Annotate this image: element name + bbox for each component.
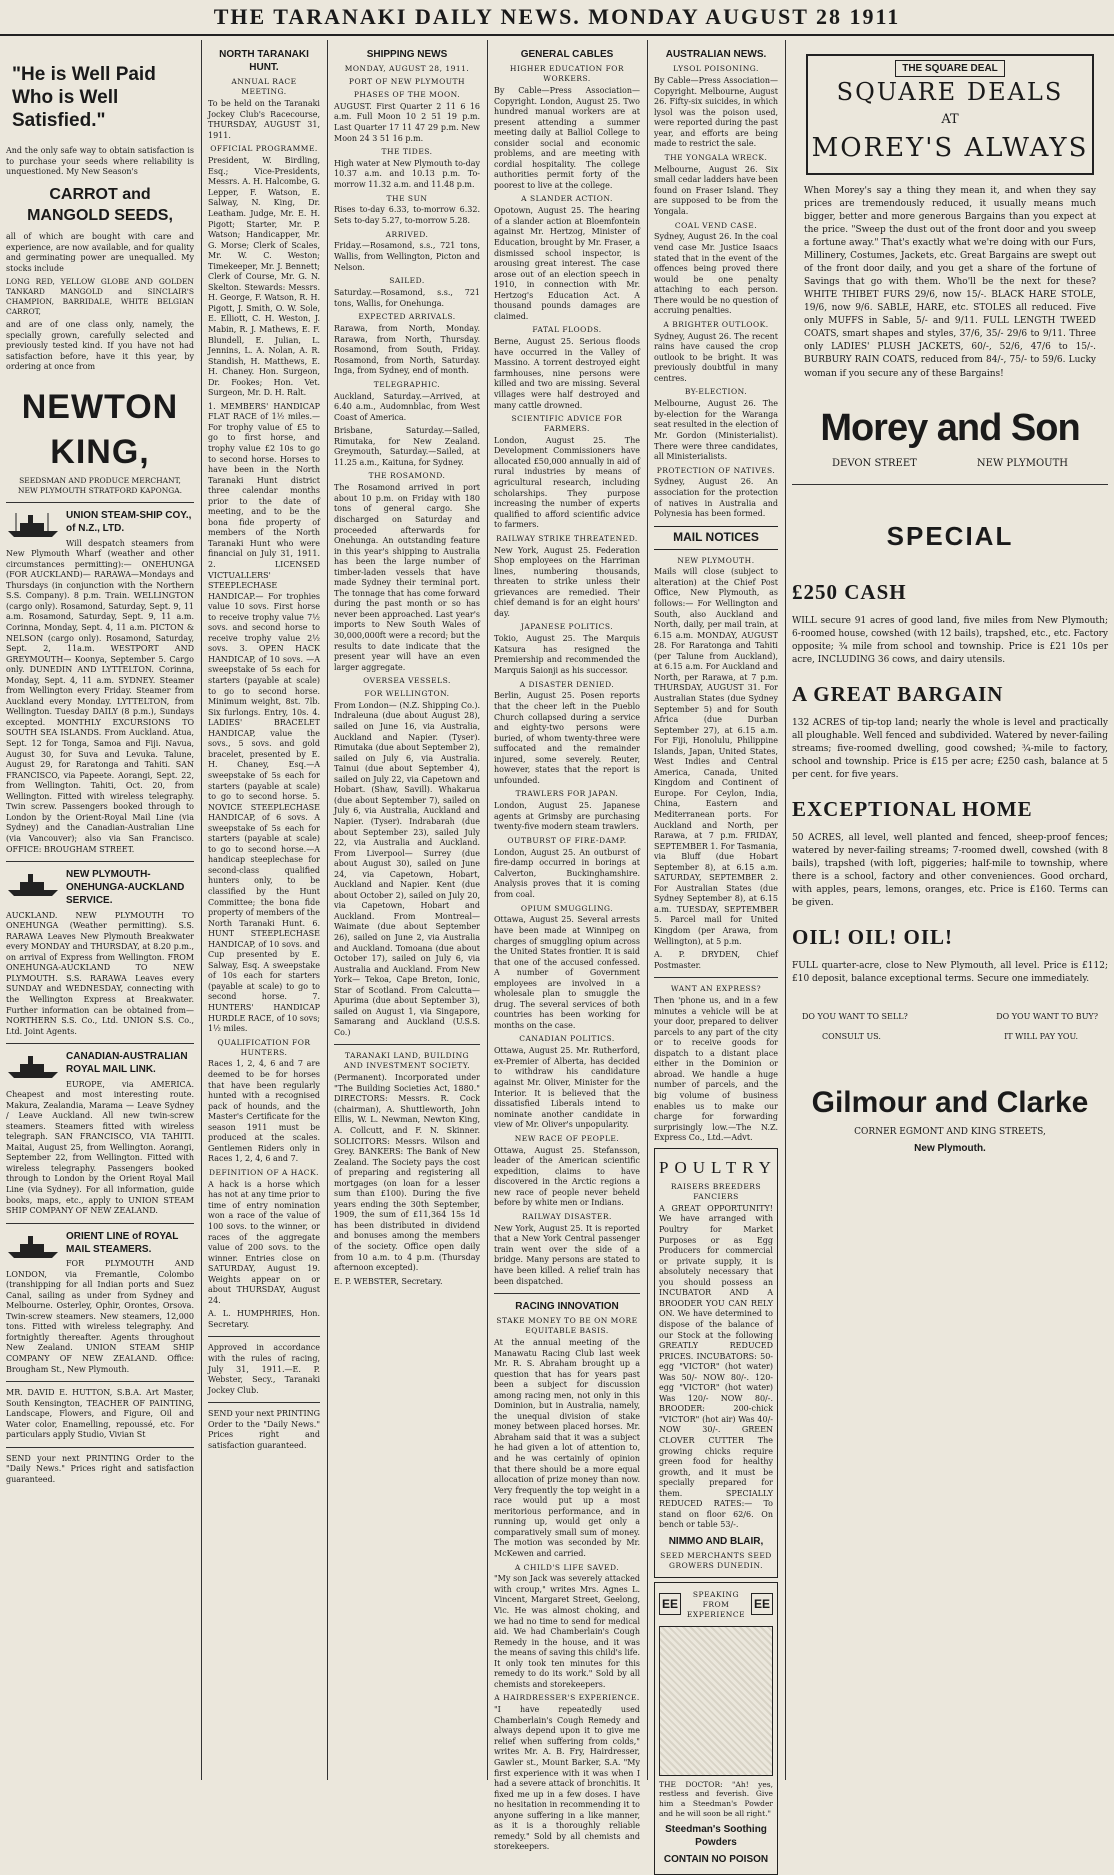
telegraphic-sailed: Brisbane, Saturday.—Sailed, Rimutaka, for New Zealand. Greymouth, Saturday.—Sailed, at 11.25 a.m., Kaituna, for Sydney. bbox=[334, 426, 480, 467]
printing-ad: SEND your next PRINTING Order to the "Daily News." Prices right and satisfaction guaranteed. bbox=[208, 1409, 320, 1450]
hunt-sign: A. L. HUMPHRIES, Hon. Secretary. bbox=[208, 1309, 320, 1329]
hunt-intro: To be held on the Taranaki Jockey Club's Racecourse, THURSDAY, AUGUST 31, 1911. bbox=[208, 99, 320, 140]
news-text: Melbourne, August 26. Six small cedar ladders have been found on Fraser Island. They are supposed to be from the Yongala. bbox=[654, 164, 778, 216]
news-heading: A BRIGHTER OUTLOOK. bbox=[663, 319, 769, 329]
hairdresser-heading: A HAIRDRESSER'S EXPERIENCE. bbox=[494, 1693, 640, 1703]
cable-text: Tokio, August 25. The Marquis Katsura has resigned the Premiership and recommended the Marquis Saionji as his successor. bbox=[494, 634, 640, 676]
hunt-sub: ANNUAL RACE MEETING. bbox=[231, 77, 297, 97]
society-heading: TARANAKI LAND, BUILDING AND INVESTMENT SOCIETY. bbox=[343, 1051, 471, 1071]
cable-text: Ottawa, August 25. Several arrests have been made at Winnipeg on charges of smuggling opium across the United States frontier. It is said that one of the accused confessed. A number of Government employees are involved in a wholesale plan to smuggle the drug. The several services of both countries has been working for months on the case. bbox=[494, 915, 640, 1030]
hack-text: A hack is a horse which has not at any time prior to time of entry nomination won a race of the value of 100 sovs. to the winner, or races of the aggregate value of 200 sovs. to the winner. Entries close on SATURDAY, August 19. Weights appear on or about THURSDAY, August 24. bbox=[208, 1179, 320, 1305]
consult-row bbox=[792, 1032, 1108, 1043]
qualification-heading: QUALIFICATION FOR HUNTERS. bbox=[217, 1037, 311, 1057]
express-text: Then 'phone us, and in a few minutes a vehicle will be at your door, prepared to deliver parcels to any part of the city or to receive goods for dispatch to a distant place either in the Dominion or abroad. We handle a huge number of parcels, and the big volume of business enables us to make our charge for forwarding surprisingly low.—The N.Z. Express Co., Ltd.—Advt. bbox=[654, 996, 778, 1143]
news-heading: PROTECTION OF NATIVES. bbox=[656, 465, 776, 475]
mail-text: Mails will close (subject to alteration) at the Chief Post Office, New Plymouth, as follows:— For Wellington and South, also Auckland and North, daily, per mail train, at 6.15 a.m. MONDAY, AUGUST 28. For Raratonga and Tahiti (per Talune from Auckland), at 6.15 a.m. For Auckland and North, per Rarawa, at 7 p.m. THURSDAY, AUGUST 31. For Australian States (due Sydney September 5) and for South Africa (due Durban September 27), at 6.15 a.m. For Fiji, Honolulu, Philippine Islands, Japan, United States, West Indies and Central America, Canada, United Kingdom and Continent of Europe. For Ceylon, India, China, Eastern and Mediterranean ports. For Auckland and North, per Rarawa, at 7 p.m. FRIDAY, SEPTEMBER 1. For Tasmania, via Bluff (due Hobart September 8), at 6.15 a.m. SATURDAY, SEPTEMBER 2. For Australian States (due Sydney September 8), at 6.15 a.m. TUESDAY, SEPTEMBER 5. Parcel mail for United Kingdom (per Arawa, from Wellington), at 5 p.m. bbox=[654, 567, 778, 946]
hairdresser-text: "I have repeatedly used Chamberlain's Cough Remedy and always depend upon it to give me relief when suffering from colds," writes Mr. A. B. Fry, Hairdresser, Gawler st., Mount Barker, S.A. "My first experience with it was when I had a severe attack of bronchitis. It fixed me up in a few doses. I have no hesitation in recommending it to anyone suffering in a like manner, as it is a thoroughly reliable remedy." Sold by all chemists and storekeepers. bbox=[494, 1705, 640, 1852]
cable-heading: A SLANDER ACTION. bbox=[521, 194, 613, 204]
racing-sub: STAKE MONEY TO BE ON MORE EQUITABLE BASIS. bbox=[496, 1316, 638, 1336]
buy-text: DO YOU WANT TO BUY? bbox=[996, 1011, 1098, 1021]
news-text: Sydney, August 26. In the coal vend case Mr. Justice Isaacs stated that in the event of the offences being proved there would be one penalty attaching to each person. There would be no question of accruing penalties. bbox=[654, 232, 778, 316]
cable-text: Ottawa, August 25. Mr. Rutherford, ex-Premier of Alberta, has decided to withdraw his candidature against Mr. Oliver, Minister for the Interior. It is believed that the dissatisfied Liberals intend to nominate another candidate in view of Mr. Oliver's unpopularity. bbox=[494, 1046, 640, 1130]
seed-ad-intro: And the only safe way to obtain satisfaction is to purchase your seeds where reliability is unquestioned. My New Season's bbox=[6, 146, 194, 177]
cable-text: Opotown, August 25. The hearing of a slander action at Bloemfontein against Mr. Hertzog, Minister of Education, brought by Mr. Fraser, a dismissed school inspector, is arousing great interest. The case arose out of an election speech in 1910, in connection with Mr. Hertzog's Education Act. A thousand pounds damages are claimed. bbox=[494, 206, 640, 321]
steamship-icon bbox=[6, 870, 60, 898]
sun-text: Rises to-day 6.33, to-morrow 6.32. Sets to-day 5.27, to-morrow 5.28. bbox=[334, 205, 480, 226]
seed-ad-text: all of which are bought with care and experience, are now available, and for quality and germinating power are unequalled. My stocks include bbox=[6, 232, 194, 273]
column-5 bbox=[648, 40, 784, 1866]
cable-heading: OUTBURST OF FIRE-DAMP. bbox=[507, 835, 627, 845]
cable-heading: FATAL FLOODS. bbox=[532, 325, 602, 335]
morey-and-son: Morey and Son bbox=[820, 406, 1080, 449]
nimmo-title: NIMMO AND BLAIR, bbox=[668, 1535, 764, 1547]
arrived-text: Friday.—Rosamond, s.s., 721 tons, Wallis, from Wellington, Picton and Nelson. bbox=[334, 241, 480, 272]
orient-title: ORIENT LINE of ROYAL MAIL STEAMERS. bbox=[66, 1230, 179, 1255]
hunt-approved: Approved in accordance with the rules of racing, July 31, 1911.—E. P. Webster, Secy., Taranaki Jockey Club. bbox=[208, 1343, 320, 1395]
column-1 bbox=[0, 40, 200, 1780]
steamship-icon bbox=[6, 1052, 60, 1080]
news-heading: LYSOL POISONING. bbox=[673, 64, 759, 74]
newton-king-title: NEWTON KING, bbox=[21, 387, 179, 471]
cable-heading: OPIUM SMUGGLING. bbox=[520, 903, 614, 913]
cable-heading: JAPANESE POLITICS. bbox=[520, 622, 614, 632]
seed-ad-headline: "He is Well Paid Who is Well Satisfied." bbox=[12, 64, 156, 131]
cable-heading: CANADIAN POLITICS. bbox=[519, 1034, 615, 1044]
racing-heading: RACING INNOVATION bbox=[515, 1301, 619, 1313]
cable-text: London, August 25. The Development Commissioners have allocated £50,000 annually in aid of rural industries by means of agricultural research, including scholarships. They purpose increasing the number of experts qualified to afford scientific advice to farmers. bbox=[494, 435, 640, 530]
gilmour-clarke: Gilmour and Clarke bbox=[811, 1085, 1089, 1119]
shipping-port: PORT OF NEW PLYMOUTH bbox=[348, 77, 466, 87]
sell-text: DO YOU WANT TO SELL? bbox=[802, 1011, 908, 1021]
tides-text: High water at New Plymouth to-day 10.37 a.m. and 10.13 p.m. To-morrow 11.32 a.m. and 11.48 p.m. bbox=[334, 158, 481, 190]
divider bbox=[6, 1223, 194, 1224]
news-heading: COAL VEND CASE. bbox=[674, 220, 758, 230]
pay-text: IT WILL PAY YOU. bbox=[1004, 1032, 1078, 1042]
australian-header: AUSTRALIAN NEWS. bbox=[665, 49, 767, 60]
cable-text: New York, August 25. Federation Shop employees on the Harriman lines, numbering thousands, threaten to strike unless their grievances are remedied. Their chief demand is for an eight hours' day. bbox=[494, 545, 640, 618]
telegraphic-arrived: Auckland, Saturday.—Arrived, at 6.40 a.m., Audomnblac, from West Coast of America. bbox=[334, 391, 480, 422]
square-deals-heading: SQUARE DEALS bbox=[836, 78, 1064, 107]
poultry-title: POULTRY bbox=[659, 1157, 777, 1177]
orient-text: FOR PLYMOUTH AND LONDON, via Fremantle, Colombo (transhipping for all Indian ports and Suez Canal, sailing as under from Sydney and Melbourne. Osterley, Ophir, Orontes, Orsova. Twin-screw steamers. New steamers, 12,000 tons. Fitted with wireless telegraphy. And fortnightly thereafter. Agents throughout New Zealand. UNION STEAM SHIP COMPANY OF NEW ZEALAND. Office: Brougham St., New Plymouth. bbox=[6, 1259, 194, 1374]
hunt-header: NORTH TARANAKI HUNT. bbox=[219, 49, 309, 74]
oil-heading: OIL! OIL! OIL! bbox=[792, 925, 954, 950]
shipping-date: MONDAY, AUGUST 28, 1911. bbox=[344, 64, 470, 74]
ee-logo: EE bbox=[751, 1593, 773, 1615]
steamship-icon bbox=[6, 1232, 60, 1260]
home-text: 50 ACRES, all level, well planted and fenced, sheep-proof fences; watered by never-failing streams; 7-roomed dwell, cowshed (with 8 bails), trapshed (with loft, piggeries; half-mile to township, where there is a school, factory and other conveniences. Good orchard, with apples, pears, lemons, oranges, etc. Price is £160. Terms can be given. bbox=[792, 832, 1108, 909]
nimmo-sub: SEED MERCHANTS SEED GROWERS DUNEDIN. bbox=[660, 1551, 772, 1570]
square-deal-ad bbox=[806, 54, 1094, 175]
mail-notices-heading: MAIL NOTICES bbox=[654, 526, 778, 550]
cable-text: By Cable—Press Association—Copyright. London, August 25. Two hundred manual workers are at present attending a summer meeting daily at Balliol College to consider social and economic problems, and are meeting with cordial hospitality. The college authorities permit forty of the poorest to live at the college. bbox=[494, 85, 640, 190]
oversea-text: From London— (N.Z. Shipping Co.). Indraleuna (due about August 28), sailed on June 16, via Australia, Auckland and Napier. (Tyser). Rimutaka (due about September 2), sailed on July 6, via Australia. Tainui (due about September 4), sailed on July 22, via Capetown and Hobart. (Shaw, Savill). Whakarua (due about September 7), sailed on July 6, via Australia, Auckland and Napier. (Tyser). Indrabarah (due about September 23), sailed July 22, via Australia and Auckland. From Liverpool— Surrey (due about August 30), sailed on June 24, via Capetown, Hobart, Auckland and Napier. Kent (due about October 2), sailed on July 20, via Capetown, Hobart and Auckland. From Montreal— Waimate (due about September 26), sailed on June 2, via Australia and Auckland. Tomoana (due about October 17), sailed on July 6, via Australia and Auckland. From New York— Tekoa, Cape Breton, Ionic, Star of Scotland. From Calcutta— Apurima (due about September 3), sailed on August 1, via Singapore, Samarang and Auckland (U.S.S. Co.) bbox=[334, 700, 480, 1037]
doctor-illustration bbox=[659, 1626, 773, 1776]
divider bbox=[6, 861, 194, 862]
home-heading: EXCEPTIONAL HOME bbox=[792, 797, 1033, 822]
consult-text: CONSULT US. bbox=[822, 1032, 881, 1042]
oil-text: FULL quarter-acre, close to New Plymouth, all level. Price is £112; £10 deposit, balance exceptional terms. Secure one immediately. bbox=[792, 960, 1108, 984]
newton-king-places: NEW PLYMOUTH STRATFORD KAPONGA. bbox=[17, 486, 183, 496]
divider bbox=[494, 1293, 640, 1294]
special-heading: SPECIAL bbox=[886, 520, 1014, 551]
steedman-ad bbox=[654, 1582, 778, 1875]
society-text: (Permanent). Incorporated under "The Building Societies Act, 1880." DIRECTORS: Messrs. R. Cock (chairman), A. Shuttleworth, John Ellis, W. L. Newman, Newton King, A. Collcutt, and F. N. Skinner. SOLICITORS: Messrs. Wilson and Grey. BANKERS: The Bank of New Zealand. The Society pays the cost of preparing and registering all mortgages (on loan for a lesser sum than £100). During the five years ending the 30th September, 1909, the sum of £11,364 15s 1d has been distributed in dividend and bonuses among the members of the society. Office open daily from 10 a.m. to 4 p.m. (Thursday afternoon excepted). bbox=[334, 1073, 480, 1273]
poultry-sub: RAISERS BREEDERS FANCIERS bbox=[670, 1182, 762, 1202]
divider bbox=[208, 1336, 320, 1337]
printing-ad: SEND your next PRINTING Order to the "Daily News." Prices right and satisfaction guaranteed. bbox=[6, 1453, 194, 1484]
express-heading: WANT AN EXPRESS? bbox=[670, 984, 762, 994]
rosamond-text: The Rosamond arrived in port about 10 p.m. on Friday with 180 tons of general cargo. She discharged on Saturday and proceeded afterwards for Onehunga. An outstanding feature in this year's shipping to Australia has been the large number of timber-laden vessels that have made Sydney their terminal port. The tonnage that has come forward during the past month or so has never been approached. Last year's imports to New South Wales of 30,000,000ft were a record; but the results to date indicate that the present year will have an even larger aggregate. bbox=[334, 483, 480, 672]
bargain-text: 132 ACRES of tip-top land; nearly the whole is level and practically all ploughable. Well fenced and subdivided. Watered by never-failing streams; five-roomed dwelling, good cowshed; ¾-mile to factory, school and township. Price is £15 per acre; £250 cash, balance at 5 per cent. for five years. bbox=[792, 717, 1108, 781]
oversea-sub: FOR WELLINGTON. bbox=[364, 689, 450, 699]
hack-heading: DEFINITION OF A HACK. bbox=[209, 1167, 319, 1177]
nps-text: AUCKLAND. NEW PLYMOUTH TO ONEHUNGA (Weather permitting). S.S. RARAWA Leaves New Plymouth Breakwater every MONDAY and THURSDAY, at 8.20 p.m., on arrival of Express from Wellington. FROM ONEHUNGA-AUCKLAND TO NEW PLYMOUTH. S.S. RARAWA Leaves every SUNDAY and WEDNESDAY, connecting with the Wellington Express at Breakwater. Further information can be obtained from— NORTHERN S.S. Co., Ltd. UNION S.S. Co., Ltd. Joint Agents. bbox=[6, 910, 194, 1036]
usco-title: UNION STEAM-SHIP COY., of N.Z., LTD. bbox=[66, 510, 192, 535]
column-4 bbox=[488, 40, 646, 1852]
steedman-top: SPEAKING FROM EXPERIENCE bbox=[686, 1589, 746, 1619]
steedman-brand: Steedman's Soothing Powders bbox=[665, 1824, 767, 1849]
divider bbox=[654, 977, 778, 978]
column-6 bbox=[786, 40, 1114, 1780]
morey-address bbox=[792, 457, 1108, 470]
bargain-heading: A GREAT BARGAIN bbox=[792, 682, 1004, 707]
news-text: Sydney, August 26. An association for the protection of natives in Australia and Polynesia has been formed. bbox=[654, 477, 778, 519]
moon-heading: PHASES OF THE MOON. bbox=[353, 89, 461, 99]
news-text: Sydney, August 26. The recent rains have caused the crop outlook to be bright. It was previously doubtful in many centres. bbox=[654, 331, 778, 383]
qualification-text: Races 1, 2, 4, 6 and 7 are deemed to be for horses that have been regularly hunted with a recognised pack of hounds, and the Master's Certificate for the season 1911 must be produced at the scales. Gentlemen Riders only in Races 1, 2, 4, 6 and 7. bbox=[208, 1059, 320, 1164]
cable-heading: TRAWLERS FOR JAPAN. bbox=[515, 789, 619, 799]
moon-table: AUGUST. First Quarter 2 11 6 16 a.m. Full Moon 10 2 51 19 p.m. Last Quarter 17 11 47 29 p.m. New Moon 24 3 51 16 p.m. bbox=[334, 101, 480, 143]
news-heading: BY-ELECTION. bbox=[684, 387, 748, 397]
sell-buy-row bbox=[792, 1012, 1108, 1023]
steamship-icon bbox=[6, 511, 60, 539]
tides-heading: THE TIDES. bbox=[381, 147, 433, 157]
ee-logo: EE bbox=[659, 1593, 681, 1615]
morey-text: When Morey's say a thing they mean it, and when they say prices are tremendously reduced, it usually means much bigger, better and more generous Bargains than you expect at the price. "Sweep the dust out of the front door and you sweep a fortune away." That's exactly what we're doing with our Furs, Millinery, Costumes, Jackets, etc. Great Bargains are swept out of the front door daily, and you get a share of the fortune of Savings that go with them. Who'll be the next for these? WHITE THIBET FURS 29/6, now 15/-. BLACK HARE STOLE, 19/6, now 9/6. SABLE, HARE, etc. STOLES all reduced. Five only MUFFS in Sable, 5/- and 9/11. FULL LENGTH TWEED COATS, smart shapes and styles, 37/6, 35/- 29/6 to 9/11. Three only LADIES' PLUSH JACKETS, 60/-, 52/6, 47/6 to 15/-. BURBURY RAIN COATS, reduced from 84/-, 75/- to 59/6. Lucky woman if you secure any of these Bargains! bbox=[804, 185, 1096, 379]
cable-heading: SCIENTIFIC ADVICE FOR FARMERS. bbox=[511, 414, 623, 433]
divider bbox=[6, 502, 194, 503]
nps-title: NEW PLYMOUTH-ONEHUNGA-AUCKLAND SERVICE. bbox=[66, 869, 185, 907]
cable-text: New York, August 25. It is reported that a New York Central passenger train went over the side of a bridge. Many persons are stated to have been killed. A relief train has been dispatched. bbox=[494, 1223, 640, 1286]
canadian-title: CANADIAN-AUSTRALIAN ROYAL MAIL LINK. bbox=[66, 1051, 188, 1076]
news-text: Melbourne, August 26. The by-election for the Waranga seat resulted in the election of Mr. Gordon (Ministerialist). There were three candidates, all Ministerialists. bbox=[654, 399, 778, 462]
news-heading: THE YONGALA WRECK. bbox=[664, 152, 768, 162]
cable-heading: A DISASTER DENIED. bbox=[519, 679, 615, 689]
cable-heading: RAILWAY DISASTER. bbox=[522, 1211, 612, 1221]
arrived-heading: ARRIVED. bbox=[385, 229, 429, 239]
expected-text: Rarawa, from North, Monday. Rarawa, from North, Thursday. Rosamond, from South, Friday. Rosamond, from North, Saturday. Inga, from Sydney, end of month. bbox=[334, 323, 480, 376]
cough-text: "My son Jack was severely attacked with croup," writes Mrs. Agnes L. Vincent, Margaret Street, Geelong, Vic. He was almost choking, and we had no time to send for medical aid. We had Chamberlain's Cough Remedy in the house, and it was the means of saving this child's life. It only took ten minutes for this remedy to do its work." Sold by all chemists and storekeepers. bbox=[494, 1574, 640, 1689]
cable-heading: NEW RACE OF PEOPLE. bbox=[514, 1133, 620, 1143]
cable-text: Ottawa, August 25. Stefansson, leader of the American scientific expedition, claims to have discovered in the Arctic regions a new race of people never beheld before by white men or Indians. bbox=[494, 1145, 640, 1208]
square-at: AT bbox=[941, 112, 959, 128]
poultry-text: A GREAT OPPORTUNITY! We have arranged with Poultry for Market Purposes or as Egg Producers for commercial or private supply, it is absolutely necessary that you should possess an INCUBATOR AND A BROODER YOU CAN RELY ON. We have determined to dispose of the balance of our Stock at the following GREATLY REDUCED PRICES. INCUBATORS: 50-egg "VICTOR" (hot water) Was 50/- NOW 80/-. 120-egg "VICTOR" (hot water) Was 120/- NOW 80/-. BROODER: 200-chick "VICTOR" (hot air) Was 40/- NOW 30/-. GREEN CLOVER CUTTER The growing chicks require green food for healthy growth, and it must be specially prepared for them. SPECIALLY REDUCED RATES:— To stand on floor 62/6. On bench or table 53/-. bbox=[659, 1203, 773, 1530]
sun-heading: THE SUN bbox=[386, 193, 428, 203]
sailed-heading: SAILED. bbox=[389, 276, 425, 286]
moreys-always: MOREY'S ALWAYS bbox=[811, 133, 1089, 164]
hunt-programme: OFFICIAL PROGRAMME. bbox=[210, 144, 318, 154]
expected-heading: EXPECTED ARRIVALS. bbox=[358, 312, 456, 322]
cash-text: WILL secure 91 acres of good land, five miles from New Plymouth; 6-roomed house, cowshed (with 12 bails), trapshed, etc., etc. Factory opposite; ¾ mile from school and township. Price is £21 10s per acre, INCLUDING 36 cows, and dairy utensils. bbox=[792, 615, 1109, 666]
usco-text: Will despatch steamers from New Plymouth Wharf (weather and other circumstances permitting):— ONEHUNGA (FOR AUCKLAND)— RARAWA—Mondays and Thursdays (in conjunction with the Northern S.S. Company). 8 p.m. Train. WELLINGTON (cargo only). Rosamond, Saturday, Sept. 9, 11 a.m. Rosamond, Saturday, Sept. 9, 11 a.m. Corinna, Monday, Sept. 4, 11 a.m. PICTON & NELSON (cargo only). Rosamond, Saturday, Sept. 2, 11a.m. WESTPORT AND GREYMOUTH— Koonya, September 5. Cargo only. DUNEDIN AND LYTTELTON. Corinna, Monday, Sept. 4, 11 a.m. SYDNEY. Steamer from Wellington every Friday. Steamer from Auckland every Monday. LYTTELTON, from Wellington. Tuesday DAILY (8 p.m.), Sundays excepted. MONTHLY EXCURSIONS TO SOUTH SEA ISLANDS. From Auckland. Atua, Sept. 12 for Tonga, Samoa and Fiji. Navua, August 30, for Suva and Levuka. Talune, August 29, for Raratonga and Tahiti. SAN FRANCISCO, via Papeete. Aorangi, Sept. 22, from Wellington. Tahiti, Oct. 20, from Wellington. Fitted with wireless telegraphy. Twin screw. Passengers booked through to London by the Orient-Royal Mail Line (via Sydney) and the Canadian-Australian Line (via Vancouver); also via San Francisco. OFFICE: BROUGHAM STREET. bbox=[6, 538, 194, 854]
racing-text: At the annual meeting of the Manawatu Racing Club last week Mr. R. S. Abraham brought up a question that has for years past been a subject for discussion among racing men, not only in this Dominion, but in Australia, namely, the unequal division of stake money between placed horses. Mr. Abraham said that it was a subject he had given a lot of attention to, and he was certainly of opinion that there should be a more equal allocation of prize money than now. Very frequently the top weight in a race would put up a most meritorious performance, and in running up, would get only a comparatively small sum of money. The motion was seconded by Mr. McKewen and carried. bbox=[494, 1338, 640, 1558]
divider bbox=[792, 484, 1108, 485]
masthead: THE TARANAKI DAILY NEWS. MONDAY AUGUST 28 1911 bbox=[0, 0, 1114, 36]
divider bbox=[6, 1043, 194, 1044]
steedman-text: THE DOCTOR: "Ah! yes, restless and feverish. Give him a Steedman's Powder and he will soon be all right." bbox=[659, 1779, 773, 1819]
telegraphic-heading: TELEGRAPHIC. bbox=[373, 379, 441, 389]
canadian-text: EUROPE, via AMERICA. Cheapest and most interesting route. Makura, Zealandia, Marama — Leave Sydney / Leave Auckland. All new twin-screw steamers. Steamers fitted with wireless telegraph. SAN FRANCISCO, VIA TAHITI. Maitai, August 25, from Wellington. Aorangi, September 22, from Wellington. Fitted with wireless telegraphy. Passengers booked through to London by the Orient Royal Mail Line (via Sydney). For all information, guide books, maps, etc., apply to UNION STEAM SHIP COMPANY OF NEW ZEALAND. bbox=[6, 1079, 194, 1216]
divider bbox=[334, 1044, 480, 1045]
newton-king-sub: SEEDSMAN AND PRODUCE MERCHANT, bbox=[19, 476, 181, 486]
cough-heading: A CHILD'S LIFE SAVED. bbox=[514, 1562, 620, 1572]
seed-ad-text-2: and are of one class only, namely, the specially grown, carefully selected and previously tested kind. If you have not had satisfaction before, have it this year, by ordering at once from bbox=[6, 320, 194, 372]
cable-text: London, August 25. Japanese agents at Grimsby are purchasing twenty-five modern steam trawlers. bbox=[494, 801, 640, 832]
poultry-ad bbox=[654, 1148, 778, 1578]
hunt-officials: President, W. Birdling, Esq.; Vice-Presidents, Messrs. A. H. Halcombe, G. Lepper, F. Watson, E. Salway, N. King, Dr. Leatham. Judge, Mr. E. H. Pigott; Starter, Mr. P. Watson; Handicapper, Mr. G. Morse; Clerk of Scales, Mr. W. C. Weston; Timekeeper, Mr. J. Bennett; Clerk of Course, Mr. G. N. Skelton. Stewards: Messrs. H. George, F. Watson, R. H. Pigott, J. Smith, O. W. Sole, E. Elliott, C. H. Weston, J. Mabin, R. J. Mathews, E. F. Blundell, E. Julian, L. Jennins, L. A. Nolan, A. R. Standish, H. Matthews, E. H. Chaney. Hon. Surgeon, Dr. Fookes; Hon. Vet. Surgeon, Mr. D. H. Ralt. bbox=[208, 156, 320, 398]
seed-ad-title: CARROT and MANGOLD SEEDS, bbox=[27, 186, 173, 225]
rosamond-heading: THE ROSAMOND. bbox=[368, 471, 446, 481]
cables-header: GENERAL CABLES bbox=[520, 49, 614, 60]
shipping-header: SHIPPING NEWS bbox=[366, 49, 448, 60]
divider bbox=[6, 1447, 194, 1448]
cable-heading: RAILWAY STRIKE THREATENED. bbox=[496, 533, 638, 543]
square-deal-label: THE SQUARE DEAL bbox=[895, 60, 1005, 77]
hutton-ad: MR. DAVID E. HUTTON, S.B.A. Art Master, South Kensington, TEACHER OF PAINTING, Landscape, Flowers, and Figure, Oil and Water color, Enamelling, repoussé, etc. For particulars apply Studio, Vivian St bbox=[6, 1388, 194, 1440]
hunt-races: 1. MEMBERS' HANDICAP FLAT RACE of 1½ miles.— For trophy value of £5 to go to first horse, and trophy value £2 10s to go to second horse. Horses to have been in the North Taranaki Hunt district three calendar months prior to the date of meeting, and to be the bona fide property of members of the North Taranaki Hunt who were financial on July 31, 1911. 2. LICENSED VICTUALLERS' STEEPLECHASE HANDICAP.— For trophies value 10 sovs. First horse to receive trophy value 7½ sovs. and second horse to receive trophy value 2½ sovs. 3. OPEN HACK HANDICAP, of 10 sovs. —A sweepstake of 5s each for starters (payable at scale) to go to second horse. Minimum weight, 8st. 7lb. Six furlongs. Entry, 10s. 4. LADIES' BRACELET HANDICAP, value the sovs., 5 sovs. and gold bracelet, presented by E. H. Chaney, Esq.—A sweepstake of 5s each for starters (payable at scale) to go to second horse. 5. NOVICE STEEPLECHASE HANDICAP, of 6 sovs. A sweepstake of 5s each for starters (payable at scale) to go to second horse.—A handicap steeplechase for second-class qualified hunters only, to be classified by the Hunt Committee; the bona fide property of members of the North Taranaki Hunt. 6. HUNT STEEPLECHASE HANDICAP, of 10 sovs. and Cup presented by E. Salway, Esq. A sweepstake of 10s each for starters (payable at scale) to go to second horse. 7. HUNTERS' HANDICAP HURDLE RACE, of 10 sovs; 1½ miles. bbox=[208, 401, 320, 1034]
seed-list: LONG RED, YELLOW GLOBE AND GOLDEN TANKARD MANGOLD and SINCLAIR'S CHAMPION, BARRIDALE, WHITE BELGIAN CARROT, bbox=[6, 277, 194, 317]
cable-text: London, August 25. An outburst of fire-damp occurred in borings at Calverton, Buckinghamshire. Analysis proves that it is coming from coal. bbox=[494, 847, 640, 899]
column-2 bbox=[202, 40, 326, 1780]
cable-text: Berne, August 25. Serious floods have occurred in the Valley of Massino. A torrent destroyed eight farmhouses, nine persons were killed and two are missing. Several villages were half destroyed and many cattle drowned. bbox=[494, 337, 640, 410]
cable-heading: HIGHER EDUCATION FOR WORKERS. bbox=[509, 64, 625, 84]
morey-address-right: NEW PLYMOUTH bbox=[976, 457, 1068, 469]
news-text: By Cable—Press Association—Copyright. Melbourne, August 26. Fifty-six suicides, in which lysol was the poison used, were reported during the past year, and efforts are being made to restrict the sale. bbox=[654, 76, 778, 149]
cash-heading: £250 CASH bbox=[792, 580, 907, 605]
column-3 bbox=[328, 40, 486, 1780]
cable-text: Berlin, August 25. Posen reports that the cheer left in the Pueblo Church collapsed during a service and eighty-two persons were buried, of whom twenty-three were suffocated and the remainder injured, some severely. Reuter, however, states that the report is unfounded. bbox=[494, 691, 640, 785]
society-sign: E. P. WEBSTER, Secretary. bbox=[334, 1276, 443, 1286]
morey-address-left: DEVON STREET bbox=[832, 457, 917, 469]
mail-sign: A. P. DRYDEN, Chief Postmaster. bbox=[654, 950, 778, 970]
divider bbox=[208, 1402, 320, 1403]
sailed-text: Saturday.—Rosamond, s.s., 721 tons, Wallis, for Onehunga. bbox=[334, 287, 480, 308]
oversea-heading: OVERSEA VESSELS. bbox=[363, 676, 451, 686]
mail-sub: NEW PLYMOUTH. bbox=[677, 555, 755, 565]
steedman-bottom: CONTAIN NO POISON bbox=[663, 1854, 769, 1866]
gilmour-city: New Plymouth. bbox=[914, 1143, 986, 1155]
gilmour-address: CORNER EGMONT AND KING STREETS, bbox=[854, 1126, 1046, 1137]
divider bbox=[6, 1381, 194, 1382]
